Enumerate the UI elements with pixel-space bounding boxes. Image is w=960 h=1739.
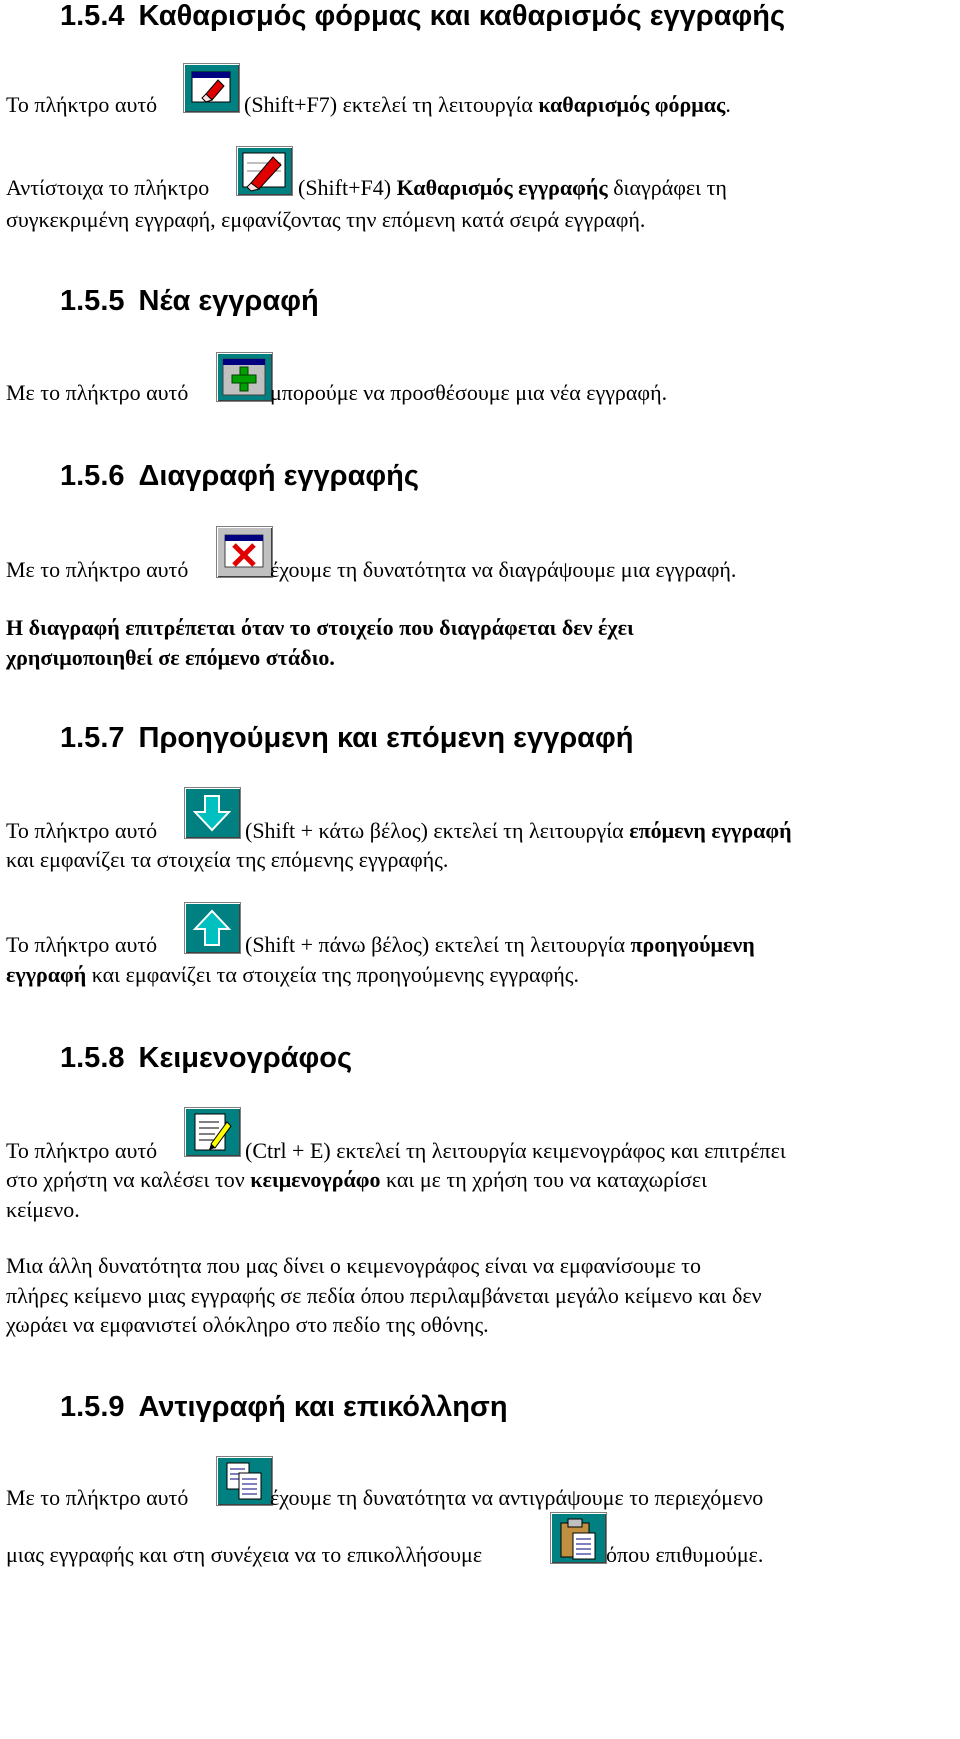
arrow-up-icon[interactable] (184, 902, 241, 954)
paste-icon[interactable] (550, 1512, 607, 1564)
delete-x-icon[interactable] (216, 526, 273, 578)
clear-record-line-2: συγκεκριμένη εγγραφή, εμφανίζοντας την επόμενη κατά σειρά εγγραφή. (6, 207, 646, 232)
text-editor-extra-line-2: πλήρες κείμενο μιας εγγραφής σε πεδία όπου περιλαμβάνεται μεγάλο κείμενο και δεν (6, 1283, 762, 1308)
text-editor-line-3: κείμενο. (6, 1197, 80, 1222)
text-editor-icon[interactable] (184, 1107, 241, 1157)
text-editor-extra-line-3: χωράει να εμφανιστεί ολόκληρο στο πεδίο της οθόνης. (6, 1312, 489, 1337)
section-heading-1-5-8: 1.5.8 Κειμενογράφος (60, 1042, 353, 1074)
text-editor-lead: Το πλήκτρο αυτό (6, 1138, 158, 1163)
copy-lead: Με το πλήκτρο αυτό (6, 1485, 189, 1510)
next-record-description: (Shift + κάτω βέλος) εκτελεί τη λειτουργία επόμενη εγγραφή (245, 818, 792, 843)
section-heading-1-5-4: 1.5.4 Καθαρισμός φόρμας και καθαρισμός εγγραφής (60, 0, 786, 32)
clear-form-icon[interactable] (183, 63, 240, 113)
text-editor-line-2: στο χρήστη να καλέσει τον κειμενογράφο και με τη χρήση του να καταχωρίσει (6, 1167, 707, 1192)
new-record-description: μπορούμε να προσθέσουμε μια νέα εγγραφή. (270, 380, 668, 405)
text-editor-extra-line-1: Μια άλλη δυνατότητα που μας δίνει ο κειμενογράφος είναι να εμφανίσουμε το (6, 1253, 702, 1278)
delete-note-line-2: χρησιμοποιηθεί σε επόμενο στάδιο. (6, 645, 335, 670)
section-heading-1-5-7: 1.5.7 Προηγούμενη και επόμενη εγγραφή (60, 722, 634, 754)
copy-line-2-end: όπου επιθυμούμε. (606, 1542, 764, 1567)
paragraph-clear-form: Το πλήκτρο αυτό (6, 92, 158, 117)
clear-form-description: (Shift+F7) εκτελεί τη λειτουργία καθαρισμός φόρμας. (244, 92, 731, 117)
plus-icon[interactable] (216, 352, 273, 402)
delete-note-line-1: Η διαγραφή επιτρέπεται όταν το στοιχείο που διαγράφεται δεν έχει (6, 615, 634, 640)
text-editor-description: (Ctrl + E) εκτελεί τη λειτουργία κειμενογράφος και επιτρέπει (245, 1138, 786, 1163)
copy-line-2: μιας εγγραφής και στη συνέχεια να το επικολλήσουμε (6, 1542, 483, 1567)
copy-description: έχουμε τη δυνατότητα να αντιγράψουμε το περιεχόμενο (270, 1485, 764, 1510)
prev-record-description: (Shift + πάνω βέλος) εκτελεί τη λειτουργία προηγούμενη (245, 932, 755, 957)
delete-record-lead: Με το πλήκτρο αυτό (6, 557, 189, 582)
next-record-line-2: και εμφανίζει τα στοιχεία της επόμενης εγγραφής. (6, 847, 449, 872)
clear-record-lead: Αντίστοιχα το πλήκτρο (6, 175, 210, 200)
prev-record-line-2: εγγραφή και εμφανίζει τα στοιχεία της προηγούμενης εγγραφής. (6, 962, 579, 987)
next-record-lead: Το πλήκτρο αυτό (6, 818, 158, 843)
prev-record-lead: Το πλήκτρο αυτό (6, 932, 158, 957)
copy-icon[interactable] (216, 1456, 273, 1506)
clear-record-description: (Shift+F4) Καθαρισμός εγγραφής διαγράφει τη (298, 175, 727, 200)
clear-record-icon[interactable] (236, 146, 293, 196)
section-heading-1-5-9: 1.5.9 Αντιγραφή και επικόλληση (60, 1391, 508, 1423)
new-record-lead: Με το πλήκτρο αυτό (6, 380, 189, 405)
arrow-down-icon[interactable] (184, 787, 241, 839)
section-heading-1-5-6: 1.5.6 Διαγραφή εγγραφής (60, 460, 419, 492)
section-heading-1-5-5: 1.5.5 Νέα εγγραφή (60, 285, 319, 317)
delete-record-description: έχουμε τη δυνατότητα να διαγράψουμε μια εγγραφή. (270, 557, 737, 582)
